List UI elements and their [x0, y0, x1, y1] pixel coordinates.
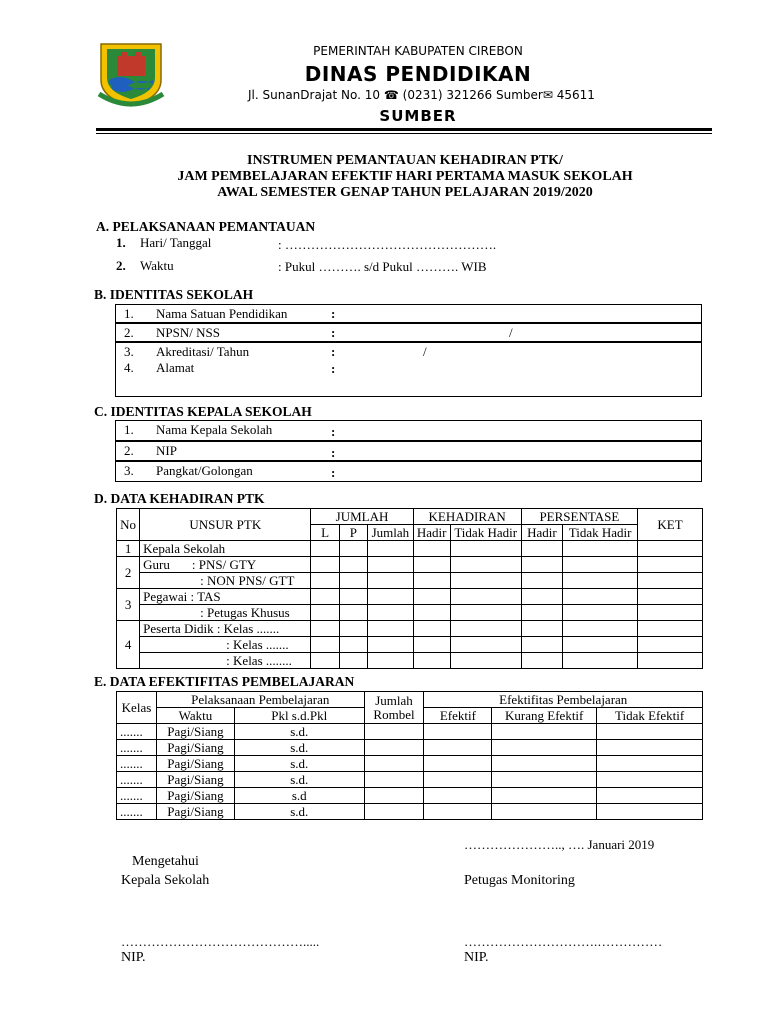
- cell[interactable]: [521, 557, 563, 573]
- regency-logo: [95, 40, 167, 108]
- cell[interactable]: [450, 637, 521, 653]
- postal-code: 45611: [556, 88, 595, 102]
- cell[interactable]: [413, 573, 450, 589]
- cell[interactable]: [339, 573, 367, 589]
- table-row: [117, 724, 703, 740]
- city-name: SUMBER: [379, 107, 457, 125]
- mail-icon: ✉: [542, 88, 553, 102]
- row-number: 1.: [124, 422, 134, 437]
- section-a-heading: A. PELAKSANAAN PEMANTAUAN: [96, 219, 316, 234]
- col-kehadiran: KEHADIRAN: [413, 509, 521, 525]
- cell[interactable]: [521, 605, 563, 621]
- cell[interactable]: [597, 772, 703, 788]
- row-number: 4.: [124, 360, 134, 375]
- kelas-cell[interactable]: .......: [117, 740, 157, 756]
- cell[interactable]: [521, 653, 563, 669]
- cell[interactable]: [311, 637, 339, 653]
- cell[interactable]: [424, 772, 492, 788]
- time-field[interactable]: : Pukul ………. s/d Pukul ………. WIB: [278, 259, 487, 274]
- cell[interactable]: [311, 621, 339, 637]
- table-row: [117, 740, 703, 756]
- col-hadir-pct: Hadir: [521, 525, 563, 541]
- table-row: [117, 589, 703, 605]
- form-title-line2: JAM PEMBELAJARAN EFEKTIF HARI PERTAMA MASUK SEKOLAH: [177, 169, 633, 184]
- cell[interactable]: [638, 653, 703, 669]
- cell[interactable]: [597, 788, 703, 804]
- col-jumlah-rombel: [364, 692, 424, 724]
- row-number: 2.: [124, 443, 134, 458]
- principal-rank-row[interactable]: [115, 461, 702, 482]
- header-row: [117, 509, 703, 525]
- cell[interactable]: [339, 621, 367, 637]
- item-number: 1.: [116, 235, 126, 250]
- cell[interactable]: [563, 589, 638, 605]
- agency-address: [248, 88, 595, 102]
- cell[interactable]: [521, 573, 563, 589]
- header-rule-thin: [96, 133, 712, 134]
- cell[interactable]: [450, 557, 521, 573]
- cell[interactable]: [311, 605, 339, 621]
- cell[interactable]: [638, 605, 703, 621]
- principal-signature-line[interactable]: …………………………………….....: [121, 934, 320, 949]
- kelas-cell[interactable]: .......: [117, 788, 157, 804]
- table-row: [117, 541, 703, 557]
- cell[interactable]: [311, 541, 339, 557]
- table-row: [117, 605, 703, 621]
- cell[interactable]: [364, 756, 424, 772]
- principal-sign-label: Kepala Sekolah: [121, 873, 210, 888]
- waktu-cell[interactable]: Pagi/Siang: [156, 724, 234, 740]
- place-date-field[interactable]: ………………….., …. Januari 2019: [464, 837, 655, 852]
- row-label: Nama Kepala Sekolah: [156, 422, 273, 437]
- waktu-cell[interactable]: Pagi/Siang: [156, 804, 234, 820]
- cell[interactable]: [339, 541, 367, 557]
- cell[interactable]: [368, 557, 414, 573]
- cell[interactable]: [563, 653, 638, 669]
- col-efektifitas: Efektifitas Pembelajaran: [424, 692, 703, 708]
- cell[interactable]: [413, 541, 450, 557]
- row-colon: :: [331, 361, 336, 376]
- cell[interactable]: [638, 637, 703, 653]
- row-no: 3: [117, 589, 140, 621]
- jumlah-text: Jumlah: [375, 692, 413, 708]
- cell[interactable]: [413, 589, 450, 605]
- cell[interactable]: [364, 772, 424, 788]
- table-row: [117, 756, 703, 772]
- row-label: NPSN/ NSS: [156, 325, 220, 340]
- effectiveness-table: [116, 691, 703, 820]
- col-no: No: [117, 509, 140, 541]
- row-label: Pangkat/Golongan: [156, 463, 253, 478]
- cell[interactable]: [311, 573, 339, 589]
- cell[interactable]: [311, 557, 339, 573]
- pkl-cell[interactable]: s.d.: [234, 740, 364, 756]
- cell[interactable]: [368, 589, 414, 605]
- waktu-cell[interactable]: Pagi/Siang: [156, 772, 234, 788]
- cell[interactable]: [638, 573, 703, 589]
- row-colon: :: [331, 465, 336, 480]
- cell[interactable]: [413, 557, 450, 573]
- row-label: : NON PNS/ GTT: [140, 573, 311, 589]
- cell[interactable]: [424, 804, 492, 820]
- table-row: [117, 621, 703, 637]
- row-label: : Petugas Khusus: [140, 605, 311, 621]
- cell[interactable]: [563, 605, 638, 621]
- row-label: : Kelas ........: [140, 653, 311, 669]
- cell[interactable]: [368, 653, 414, 669]
- cell[interactable]: [492, 740, 597, 756]
- pkl-cell[interactable]: s.d.: [234, 804, 364, 820]
- col-pelaksanaan: Pelaksanaan Pembelajaran: [156, 692, 364, 708]
- principal-nip-label: NIP.: [121, 950, 146, 965]
- pkl-cell[interactable]: s.d.: [234, 756, 364, 772]
- row-number: 3.: [124, 344, 134, 359]
- header-row: [117, 692, 703, 708]
- principal-name-row[interactable]: [115, 420, 702, 441]
- section-c-heading: C. IDENTITAS KEPALA SEKOLAH: [94, 404, 312, 419]
- col-persentase: PERSENTASE: [521, 509, 637, 525]
- table-row: [117, 573, 703, 589]
- cell[interactable]: [368, 541, 414, 557]
- cell[interactable]: [563, 637, 638, 653]
- kelas-cell[interactable]: .......: [117, 756, 157, 772]
- guru-pns-label: : PNS/ GTY: [191, 557, 257, 572]
- cell[interactable]: [424, 740, 492, 756]
- col-jumlah: JUMLAH: [311, 509, 413, 525]
- row-no: 1: [117, 541, 140, 557]
- cell[interactable]: [339, 653, 367, 669]
- kelas-cell[interactable]: .......: [117, 804, 157, 820]
- attendance-table: [116, 508, 703, 669]
- table-row: [117, 557, 703, 573]
- row-label: Akreditasi/ Tahun: [156, 344, 250, 359]
- cell[interactable]: [364, 804, 424, 820]
- table-row: [117, 804, 703, 820]
- cell[interactable]: [638, 557, 703, 573]
- cell[interactable]: [450, 605, 521, 621]
- cell[interactable]: [413, 637, 450, 653]
- table-row: [117, 637, 703, 653]
- col-l: L: [311, 525, 339, 541]
- row-label: Alamat: [156, 360, 195, 375]
- section-b-heading: B. IDENTITAS SEKOLAH: [94, 287, 254, 302]
- waktu-cell[interactable]: Pagi/Siang: [156, 740, 234, 756]
- cell[interactable]: [450, 653, 521, 669]
- date-field[interactable]: : ………………………………………….: [278, 237, 497, 252]
- table-row: [117, 653, 703, 669]
- officer-signature-line[interactable]: ………………………….……………: [464, 934, 663, 949]
- npsn-row[interactable]: [115, 323, 702, 342]
- cell[interactable]: [450, 573, 521, 589]
- row-number: 2.: [124, 325, 134, 340]
- row-label: : Kelas .......: [140, 637, 311, 653]
- section-e-heading: E. DATA EFEKTIFITAS PEMBELAJARAN: [94, 674, 355, 689]
- header-rule-thick: [96, 128, 712, 131]
- kelas-cell[interactable]: .......: [117, 772, 157, 788]
- cell[interactable]: [368, 573, 414, 589]
- col-pkl: Pkl s.d.Pkl: [234, 708, 364, 724]
- row-label: Kepala Sekolah: [140, 541, 311, 557]
- cell[interactable]: [364, 724, 424, 740]
- row-label: Pegawai : TAS: [140, 589, 311, 605]
- cell[interactable]: [424, 724, 492, 740]
- cell[interactable]: [413, 653, 450, 669]
- cell[interactable]: [638, 621, 703, 637]
- row-colon: :: [331, 445, 336, 460]
- cell[interactable]: [492, 756, 597, 772]
- cell[interactable]: [521, 621, 563, 637]
- cell[interactable]: [597, 756, 703, 772]
- table-row: [117, 772, 703, 788]
- col-tidak-efektif: Tidak Efektif: [597, 708, 703, 724]
- col-kurang-efektif: Kurang Efektif: [492, 708, 597, 724]
- government-name: PEMERINTAH KABUPATEN CIREBON: [313, 44, 523, 58]
- pkl-cell[interactable]: s.d: [234, 788, 364, 804]
- col-hadir: Hadir: [413, 525, 450, 541]
- school-name-row[interactable]: [115, 304, 702, 323]
- col-tidak-hadir: Tidak Hadir: [450, 525, 521, 541]
- cell[interactable]: [364, 788, 424, 804]
- cell[interactable]: [597, 740, 703, 756]
- cell[interactable]: [492, 724, 597, 740]
- cell[interactable]: [450, 589, 521, 605]
- col-waktu: Waktu: [156, 708, 234, 724]
- form-title-line3: AWAL SEMESTER GENAP TAHUN PELAJARAN 2019/2020: [217, 185, 593, 200]
- cell[interactable]: [424, 788, 492, 804]
- col-ket: KET: [638, 509, 703, 541]
- cell[interactable]: [424, 756, 492, 772]
- col-unsur: UNSUR PTK: [140, 509, 311, 541]
- cell[interactable]: [413, 621, 450, 637]
- phone-number: (0231) 321266 Sumber: [402, 88, 543, 102]
- table-row: [117, 788, 703, 804]
- cell[interactable]: [597, 724, 703, 740]
- row-number: 3.: [124, 463, 134, 478]
- officer-nip-label: NIP.: [464, 950, 489, 965]
- cell[interactable]: [597, 804, 703, 820]
- section-d-heading: D. DATA KEHADIRAN PTK: [94, 491, 265, 506]
- waktu-cell[interactable]: Pagi/Siang: [156, 788, 234, 804]
- row-number: 1.: [124, 306, 134, 321]
- principal-nip-row[interactable]: [115, 441, 702, 461]
- monitoring-officer-label: Petugas Monitoring: [464, 873, 575, 888]
- cell[interactable]: [339, 605, 367, 621]
- row-no: 2: [117, 557, 140, 589]
- row-label: [140, 557, 311, 573]
- cell[interactable]: [521, 541, 563, 557]
- cell[interactable]: [364, 740, 424, 756]
- cell[interactable]: [311, 589, 339, 605]
- row-label: NIP: [156, 443, 177, 458]
- col-tidak-hadir-pct: Tidak Hadir: [563, 525, 638, 541]
- date-label: Hari/ Tanggal: [140, 235, 212, 250]
- row-colon: :: [331, 306, 336, 321]
- cell[interactable]: [413, 605, 450, 621]
- cell[interactable]: [638, 541, 703, 557]
- cell[interactable]: [563, 573, 638, 589]
- cell[interactable]: [638, 589, 703, 605]
- cell[interactable]: [563, 541, 638, 557]
- cell[interactable]: [339, 637, 367, 653]
- npsn-separator: /: [509, 325, 513, 340]
- cell[interactable]: [311, 653, 339, 669]
- cell[interactable]: [339, 589, 367, 605]
- cell[interactable]: [521, 637, 563, 653]
- phone-icon: ☎: [383, 88, 399, 102]
- cell[interactable]: [492, 772, 597, 788]
- col-kelas: Kelas: [117, 692, 157, 724]
- row-colon: :: [331, 344, 336, 359]
- cell[interactable]: [492, 804, 597, 820]
- pkl-cell[interactable]: s.d.: [234, 772, 364, 788]
- cell[interactable]: [521, 589, 563, 605]
- cell[interactable]: [492, 788, 597, 804]
- rombel-text: Rombel: [373, 706, 415, 722]
- kelas-cell[interactable]: .......: [117, 724, 157, 740]
- time-label: Waktu: [140, 258, 174, 273]
- row-label: Nama Satuan Pendidikan: [156, 306, 288, 321]
- cell[interactable]: [368, 605, 414, 621]
- cell[interactable]: [368, 637, 414, 653]
- row-colon: :: [331, 424, 336, 439]
- accreditation-address-block[interactable]: [115, 342, 702, 397]
- pkl-cell[interactable]: s.d.: [234, 724, 364, 740]
- cell[interactable]: [563, 557, 638, 573]
- col-jumlah-sub: Jumlah: [368, 525, 414, 541]
- row-label: Peserta Didik : Kelas .......: [140, 621, 311, 637]
- cell[interactable]: [450, 621, 521, 637]
- cell[interactable]: [368, 621, 414, 637]
- row-colon: :: [331, 325, 336, 340]
- address-street: Jl. SunanDrajat No. 10: [248, 88, 381, 102]
- cell[interactable]: [450, 541, 521, 557]
- guru-label: Guru: [143, 557, 170, 572]
- form-title-line1: INSTRUMEN PEMANTAUAN KEHADIRAN PTK/: [247, 153, 563, 168]
- row-no: 4: [117, 621, 140, 669]
- cell[interactable]: [339, 557, 367, 573]
- col-p: P: [339, 525, 367, 541]
- accreditation-separator: /: [423, 344, 427, 359]
- cell[interactable]: [563, 621, 638, 637]
- agency-name: DINAS PENDIDIKAN: [304, 62, 532, 86]
- col-efektif: Efektif: [424, 708, 492, 724]
- acknowledged-label: Mengetahui: [132, 854, 199, 869]
- item-number: 2.: [116, 258, 126, 273]
- waktu-cell[interactable]: Pagi/Siang: [156, 756, 234, 772]
